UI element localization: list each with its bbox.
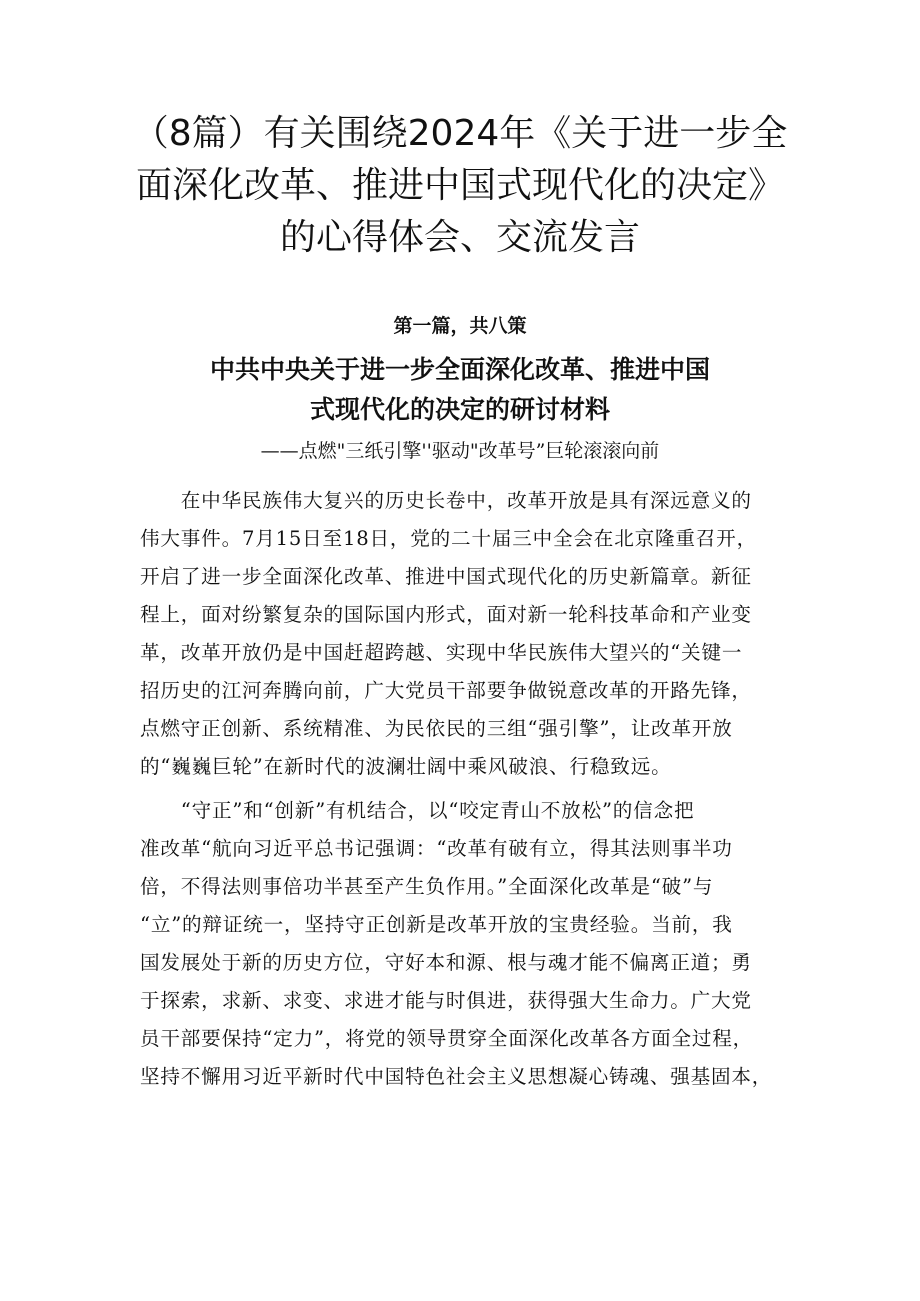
section-tagline: ——点燃"三纸引擎''驱动"改革号”巨轮滚滚向前	[260, 440, 660, 462]
body-paragraph	[140, 482, 784, 786]
paragraph-line: 坚持不懈用习近平新时代中国特色社会主义思想凝心铸魂、强基固本，	[140, 1065, 773, 1088]
document-title	[110, 108, 810, 264]
title-line: 面深化改革、推进中国式现代化的决定》	[135, 165, 784, 206]
section-label: 第一篇，共八策	[393, 315, 527, 337]
paragraph-line: 准改革“航向习近平总书记强调：“改革有破有立，得其法则事半功	[140, 837, 733, 860]
paragraph-line: 在中华民族伟大复兴的历史长卷中，改革开放是具有深远意义的	[140, 489, 752, 512]
section-title-line: 中共中央关于进一步全面深化改革、推进中国	[209, 355, 710, 384]
paragraph-line: 点燃守正创新、系统精准、为民依民的三组“强引擎”，让改革开放	[140, 717, 733, 740]
paragraph-line: 员干部要保持“定力”，将党的领导贯穿全面深化改革各方面全过程，	[140, 1027, 754, 1050]
paragraph-line: 伟大事件。7月15日至18日，党的二十届三中全会在北京隆重召开，	[140, 527, 757, 550]
paragraph-line: 国发展处于新的历史方位，守好本和源、根与魂才能不偏离正道；勇	[140, 951, 752, 974]
paragraph-line: 招历史的江河奔腾向前，广大党员干部要争做锐意改革的开路先锋，	[140, 679, 752, 702]
section-title-line: 式现代化的决定的研讨材料	[309, 395, 610, 424]
paragraph-line: 程上，面对纷繁复杂的国际国内形式，面对新一轮科技革命和产业变	[140, 603, 752, 626]
body-paragraph	[140, 792, 784, 1096]
paragraph-line: “立”的辩证统一，坚持守正创新是改革开放的宝贵经验。当前，我	[140, 913, 733, 936]
title-line: 的心得体会、交流发言	[279, 217, 640, 258]
paragraph-line: 于探索，求新、求变、求进才能与时俱进，获得强大生命力。广大党	[140, 989, 752, 1012]
paragraph-line: 的“巍巍巨轮”在新时代的波澜壮阔中乘风破浪、行稳致远。	[140, 755, 672, 778]
paragraph-line: 开启了进一步全面深化改革、推进中国式现代化的历史新篇章。新征	[140, 565, 752, 588]
document-body	[140, 482, 784, 1102]
paragraph-line: 倍，不得法则事倍功半甚至产生负作用。”全面深化改革是“破”与	[140, 875, 714, 898]
section-title	[160, 350, 760, 430]
paragraph-line: “守正”和“创新”有机结合，以“咬定青山不放松”的信念把	[140, 799, 695, 822]
paragraph-line: 革，改革开放仍是中国赶超跨越、实现中华民族伟大望兴的“关键一	[140, 641, 743, 664]
title-line: （8篇）有关围绕2024年《关于进一步全	[132, 113, 788, 154]
